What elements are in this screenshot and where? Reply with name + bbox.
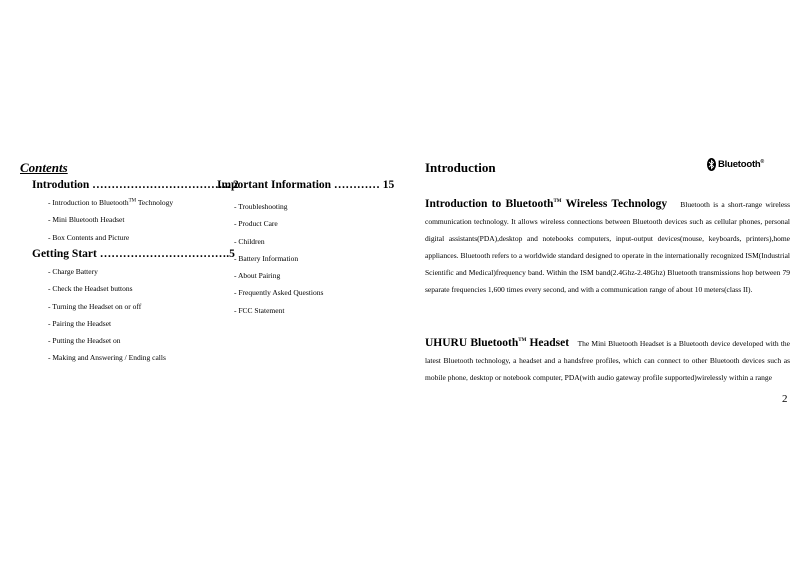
introduction-title: Introduction (425, 160, 496, 175)
toc-item-children: - Children (234, 237, 265, 246)
toc-item-fcc: - FCC Statement (234, 306, 285, 315)
toc-item-turning-on-off: - Turning the Headset on or off (48, 302, 142, 311)
contents-title: Contents (20, 160, 68, 175)
toc-item-bluetooth-intro: - Introduction to Bluetooth™ Technology (48, 198, 174, 207)
bluetooth-icon (707, 158, 716, 171)
toc-item-charge-battery: - Charge Battery (48, 267, 98, 276)
toc-item-mini-headset: - Mini Bluetooth Headset (48, 215, 125, 224)
toc-item-faq: - Frequently Asked Questions (234, 288, 324, 297)
toc-item-putting-on: - Putting the Headset on (48, 336, 121, 345)
toc-item-battery-info: - Battery Information (234, 254, 299, 263)
bluetooth-technology-body: Bluetooth is a short-range wireless communication technology. It allows wireless connections between Bluetooth devices such as cellular phones, personal digital assistants(PDA),desktop and notebooks computers, input-output devices(mouse, keyboards, printers),home appliances. Bluetooth refers to a worldwide standard designed to operate in the internationally recognized ISM(Industrial Scientific and Medical)frequency band. Within the ISM band(2.4Ghz-2.48Ghz) Bluetooth transmissions hop between 79 separate frequencies 1,600 times every second, and with a communication range of about 10 meters(class II). (425, 199, 790, 294)
toc-item-pairing: - Pairing the Headset (48, 319, 112, 328)
bluetooth-logo-text: Bluetooth® (718, 158, 765, 171)
headset-body: The Mini Bluetooth Headset is a Bluetooth device developed with the latest Bluetooth technology, a headset and a handsfree profiles, which can connect to other Bluetooth devices such as mobile phone, desktop or notebook computer, PDA(with audio gateway profile supported)wirelessly within a range (425, 338, 790, 382)
toc-section-important-information: Important Information ………… 15 (217, 179, 395, 191)
toc-item-troubleshooting: - Troubleshooting (234, 202, 288, 211)
bluetooth-technology-heading: Introduction to Bluetooth™ Wireless Technology (425, 197, 668, 210)
page-number: 2 (782, 393, 788, 405)
headset-heading: UHURU Bluetooth™ Headset (425, 336, 570, 349)
bluetooth-logo (707, 158, 764, 171)
headset-paragraph (425, 332, 790, 386)
toc-section-getting-start: Getting Start …………………………….5 (32, 248, 235, 260)
bluetooth-technology-paragraph (425, 193, 790, 298)
toc-item-calls: - Making and Answering / Ending calls (48, 353, 166, 362)
toc-item-check-buttons: - Check the Headset buttons (48, 284, 133, 293)
toc-section-introduction: Introdution ……………………………… 2 (32, 179, 239, 191)
toc-item-box-contents: - Box Contents and Picture (48, 233, 130, 242)
toc-item-about-pairing: - About Pairing (234, 271, 281, 280)
toc-item-product-care: - Product Care (234, 219, 278, 228)
